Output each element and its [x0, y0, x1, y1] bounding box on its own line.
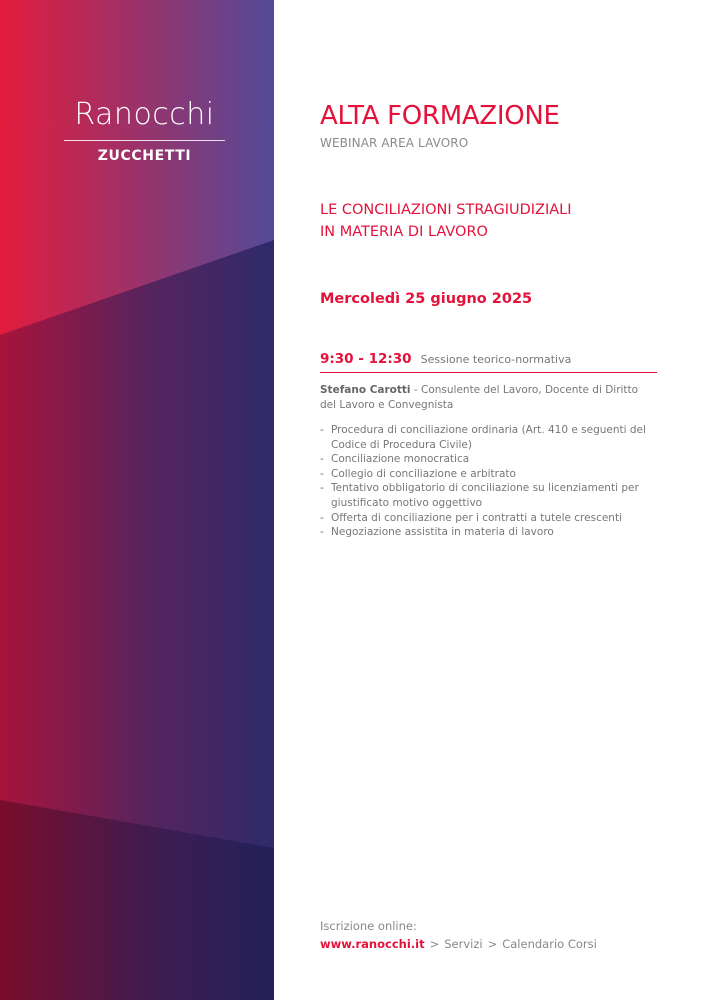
speaker-info — [320, 383, 657, 413]
logo-subtitle: ZUCCHETTI — [97, 148, 192, 164]
signup-path — [320, 935, 680, 953]
page-title: ALTA FORMAZIONE — [320, 101, 560, 131]
course-title — [320, 199, 572, 243]
breadcrumb-separator: > — [429, 937, 440, 951]
session-divider — [320, 372, 657, 373]
logo-wordmark: Ranocchi — [74, 97, 215, 132]
speaker-name: Stefano Carotti — [320, 384, 411, 396]
session-time: 9:30 - 12:30 — [320, 351, 412, 367]
topic-text: Collegio di conciliazione e arbitrato — [331, 467, 516, 480]
signup-label: Iscrizione online: — [320, 919, 417, 933]
breadcrumb-separator: > — [487, 937, 498, 951]
speaker-role: - Consulente del Lavoro, Docente di Diritto del Lavoro e Convegnista — [320, 384, 639, 411]
breadcrumb-servizi[interactable]: Servizi — [444, 937, 483, 951]
dash-bullet: - — [320, 526, 324, 539]
session-header — [320, 348, 657, 367]
topic-text: Offerta di conciliazione per i contratti a tutele crescenti — [331, 511, 622, 524]
topic-text: Conciliazione monocratica — [331, 453, 470, 466]
dash-bullet: - — [320, 453, 324, 466]
page-subtitle: WEBINAR AREA LAVORO — [320, 136, 469, 150]
course-title-line-1: LE CONCILIAZIONI STRAGIUDIZIALI — [320, 202, 572, 218]
topic-text: Negoziazione assistita in materia di lavoro — [331, 526, 554, 539]
topics-list — [320, 423, 657, 540]
decorative-gradient-band — [0, 0, 274, 1000]
list-item — [320, 481, 657, 510]
list-item — [320, 452, 657, 467]
list-item — [320, 525, 657, 540]
signup-info — [320, 917, 680, 953]
course-title-line-2: IN MATERIA DI LAVORO — [320, 224, 488, 240]
dash-bullet: - — [320, 467, 324, 480]
list-item — [320, 423, 657, 452]
ranocchi-zucchetti-logo — [64, 98, 225, 164]
event-date: Mercoledì 25 giugno 2025 — [320, 291, 533, 307]
breadcrumb-calendario-corsi[interactable]: Calendario Corsi — [502, 937, 597, 951]
logo-divider — [64, 140, 225, 141]
topic-text: Procedura di conciliazione ordinaria (Art. 410 e seguenti del Codice di Procedura Civile) — [331, 424, 646, 451]
website-link[interactable]: www.ranocchi.it — [320, 937, 425, 951]
dash-bullet: - — [320, 424, 324, 436]
list-item — [320, 467, 657, 482]
dash-bullet: - — [320, 511, 324, 524]
session-label: Sessione teorico-normativa — [420, 353, 572, 366]
dash-bullet: - — [320, 482, 324, 495]
topic-text: Tentativo obbligatorio di conciliazione su licenziamenti per giustificato motivo oggettivo — [331, 482, 639, 509]
list-item — [320, 511, 657, 526]
